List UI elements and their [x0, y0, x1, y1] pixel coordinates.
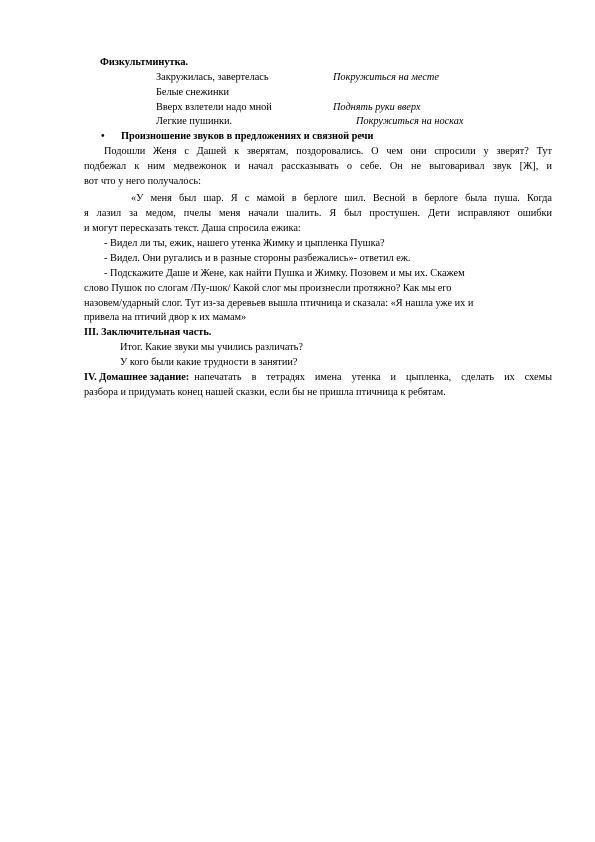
warmup-action-1: Покружиться на месте: [333, 72, 439, 83]
final-heading: III. Заключительная часть.: [84, 327, 212, 338]
homework-label: IV. Домашнее задание:: [84, 372, 190, 383]
dialogue-continuation: назовем/ударный слог. Тут из-за деревьев вышла птичница и сказала: «Я нашла уже их и: [84, 298, 474, 309]
dialogue-continuation: привела на птичий двор к их мамам»: [84, 312, 247, 323]
paragraph-line: вот что у него получалось:: [84, 176, 201, 187]
warmup-action-3: Поднять руки вверх: [333, 102, 421, 113]
paragraph-line: Подошли Женя с Дашей к зверятам, поздоровались. О чем они спросили у зверят? Тут: [104, 146, 552, 157]
dialogue-continuation: слово Пушок по слогам /Пу-шок/ Какой слог мы произнесли протяжно? Как мы его: [84, 283, 452, 294]
final-line: У кого были какие трудности в занятии?: [120, 357, 298, 368]
story-line: «У меня был шар. Я с мамой в берлоге шил. Весной в берлоге была пуша. Когда: [131, 193, 552, 204]
bullet-icon: •: [101, 131, 105, 142]
dialogue-line: - Подскажите Даше и Жене, как найти Пушка и Жимку. Позовем и мы их. Скажем: [104, 268, 465, 279]
homework-text: напечатать в тетрадях имена утенка и цыпленка, сделать их схемы: [194, 372, 552, 383]
warmup-title: Физкультминутка.: [100, 57, 189, 68]
dialogue-line: - Видел. Они ругались и в разные стороны разбежались»- ответил еж.: [104, 253, 411, 264]
dialogue-line: - Видел ли ты, ежик, нашего утенка Жимку и цыпленка Пушка?: [104, 238, 385, 249]
paragraph-line: подбежал к ним медвежонок и начал рассказывать о себе. Он не выговаривал звук [Ж], и: [84, 161, 552, 172]
warmup-verse-1: Закружилась, завертелась: [156, 72, 269, 83]
homework-line-2: разбора и придумать конец нашей сказки, если бы не пришла птичница к ребятам.: [84, 387, 446, 398]
homework-line-1: [84, 373, 552, 383]
warmup-verse-4: Легкие пушинки.: [156, 116, 233, 127]
warmup-verse-2: Белые снежинки: [156, 87, 229, 98]
warmup-action-4: Покружиться на носках: [356, 116, 464, 127]
story-line: и могут пересказать текст. Даша спросила ежика:: [84, 223, 301, 234]
final-line: Итог. Какие звуки мы учились различать?: [120, 342, 303, 353]
pronunciation-heading: Произношение звуков в предложениях и связной речи: [121, 131, 374, 142]
story-line: я лазил за медом, пчелы меня начали шалить. Я был простушен. Дети исправляют ошибки: [84, 208, 552, 219]
warmup-verse-3: Вверх взлетели надо мной: [156, 102, 272, 113]
